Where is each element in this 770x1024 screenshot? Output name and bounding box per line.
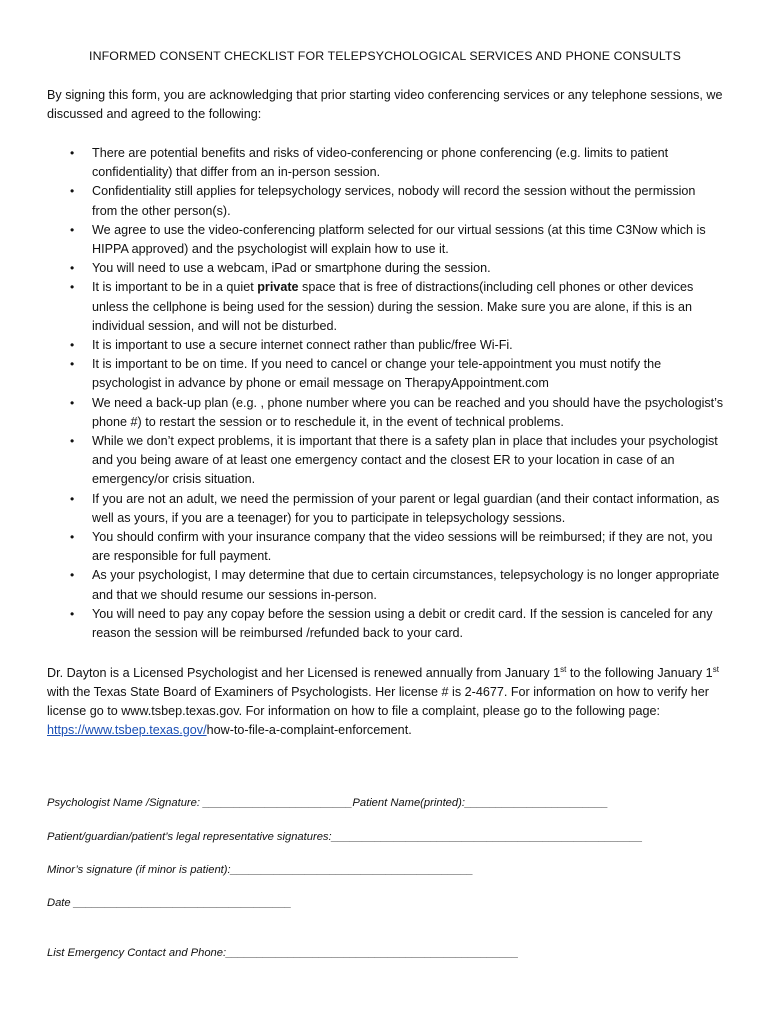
checklist	[0, 144, 724, 643]
list-item	[0, 605, 713, 643]
license-text: to the following January 1	[566, 666, 713, 680]
license-text: Dr. Dayton is a Licensed Psychologist and her Licensed is renewed annually from January 1	[47, 666, 561, 680]
intro-paragraph: By signing this form, you are acknowledging that prior starting video conferencing services or any telephone sessions, we discussed and agreed to the following:	[47, 88, 723, 121]
bullet-icon: •	[70, 606, 75, 621]
bullet-icon: •	[70, 491, 75, 506]
list-item-text: It is important to be on time. If you need to cancel or change your tele-appointment you must notify the psychologist in advance by phone or email message on TherapyAppointment.com	[92, 357, 662, 391]
bullet-icon: •	[70, 395, 75, 410]
list-item	[0, 394, 724, 432]
list-item	[0, 259, 632, 278]
list-item-text: As your psychologist, I may determine that due to certain circumstances, telepsychology is no longer appropriate and that we should resume our sessions in-person.	[92, 568, 720, 602]
list-item-text: Confidentiality still applies for telepsychology services, nobody will record the session without the permission from the other person(s).	[92, 184, 696, 218]
license-paragraph	[47, 664, 737, 740]
list-item-text: There are potential benefits and risks of video-conferencing or phone conferencing (e.g. limits to patient confidentiality) that differ from an in-person session.	[92, 146, 669, 180]
bullet-icon: •	[70, 357, 75, 372]
list-item	[0, 336, 632, 355]
list-item	[0, 490, 720, 528]
list-item	[0, 528, 713, 566]
list-item-text: We agree to use the video-conferencing platform selected for our virtual sessions (at this time C3Now which is HIPPA approved) and the psychologist will explain how to use it.	[92, 222, 706, 257]
ordinal-suffix: st	[560, 664, 567, 674]
list-item-text: We need a back-up plan (e.g. , phone number where you can be reached and you should have the psychologist’s phone #) to restart the session or to reschedule it, in the event of technical problems.	[92, 395, 724, 429]
list-item	[0, 278, 694, 336]
bullet-icon: •	[70, 184, 75, 199]
document-title: INFORMED CONSENT CHECKLIST FOR TELEPSYCHOLOGICAL SERVICES AND PHONE CONSULTS	[89, 49, 681, 63]
list-item	[0, 566, 720, 604]
private-item-before: It is important to be in a quiet	[92, 280, 258, 295]
license-text: how-to-file-a-complaint-enforcement.	[206, 723, 412, 737]
list-item-text: You will need to pay any copay before the session using a debit or credit card. If the session is canceled for any reason the session will be reimbursed /refunded back to your card.	[92, 606, 713, 641]
bullet-icon: •	[70, 222, 75, 237]
bullet-icon: •	[70, 280, 75, 295]
list-item	[0, 182, 696, 220]
minor-signature-line[interactable]: Minor’s signature (if minor is patient):_______________________________________	[47, 864, 474, 876]
list-item-text-private	[92, 278, 724, 336]
list-item-text: It is important to use a secure internet connect rather than public/free Wi-Fi.	[92, 338, 513, 353]
list-item	[0, 144, 669, 182]
date-line[interactable]: Date ___________________________________	[47, 897, 292, 909]
list-item	[0, 355, 662, 393]
bullet-icon: •	[70, 261, 75, 276]
list-item-text: You should confirm with your insurance company that the video sessions will be reimbursed; if they are not, you are responsible for full payment.	[92, 530, 713, 564]
list-item	[0, 221, 706, 259]
emergency-contact-line[interactable]: List Emergency Contact and Phone:_______________________________________________	[47, 947, 519, 959]
private-bold-word: private	[257, 280, 299, 295]
ordinal-suffix: st	[712, 664, 719, 674]
license-text: with the Texas State Board of Examiners of Psychologists. Her license # is 2-4677. For information on how to verify her license go to www.tsbep.texas.gov. For information on how to file a complaint, please go to the following page:	[47, 685, 709, 718]
bullet-icon: •	[70, 434, 75, 449]
list-item-text: You will need to use a webcam, iPad or smartphone during the session.	[92, 261, 491, 276]
guardian-signature-line[interactable]: Patient/guardian/patient’s legal representative signatures:__________________________________________________	[47, 831, 643, 843]
bullet-icon: •	[70, 568, 75, 583]
bullet-icon: •	[70, 530, 75, 545]
private-item-after: space that is free of distractions(including cell phones or other devices unless the cellphone is being used for the session) during the session. Make sure you are alone, if this is an individual session, and will not be disturbed.	[92, 280, 694, 333]
list-item	[0, 432, 718, 490]
bullet-icon: •	[70, 338, 75, 353]
psychologist-signature-line[interactable]: Psychologist Name /Signature: ________________________Patient Name(printed):_______________________	[47, 797, 609, 809]
list-item-text: While we don’t expect problems, it is important that there is a safety plan in place that includes your psychologist and you being aware of at least one emergency contact and the closest ER to your location in case of an emergency/or crisis situation.	[92, 434, 718, 487]
list-item-text: If you are not an adult, we need the permission of your parent or legal guardian (and their contact information, as well as yours, if you are a teenager) for you to participate in telepsychology sessions.	[92, 491, 720, 525]
tsbep-link[interactable]: https://www.tsbep.texas.gov/	[47, 723, 207, 737]
bullet-icon: •	[70, 146, 75, 160]
